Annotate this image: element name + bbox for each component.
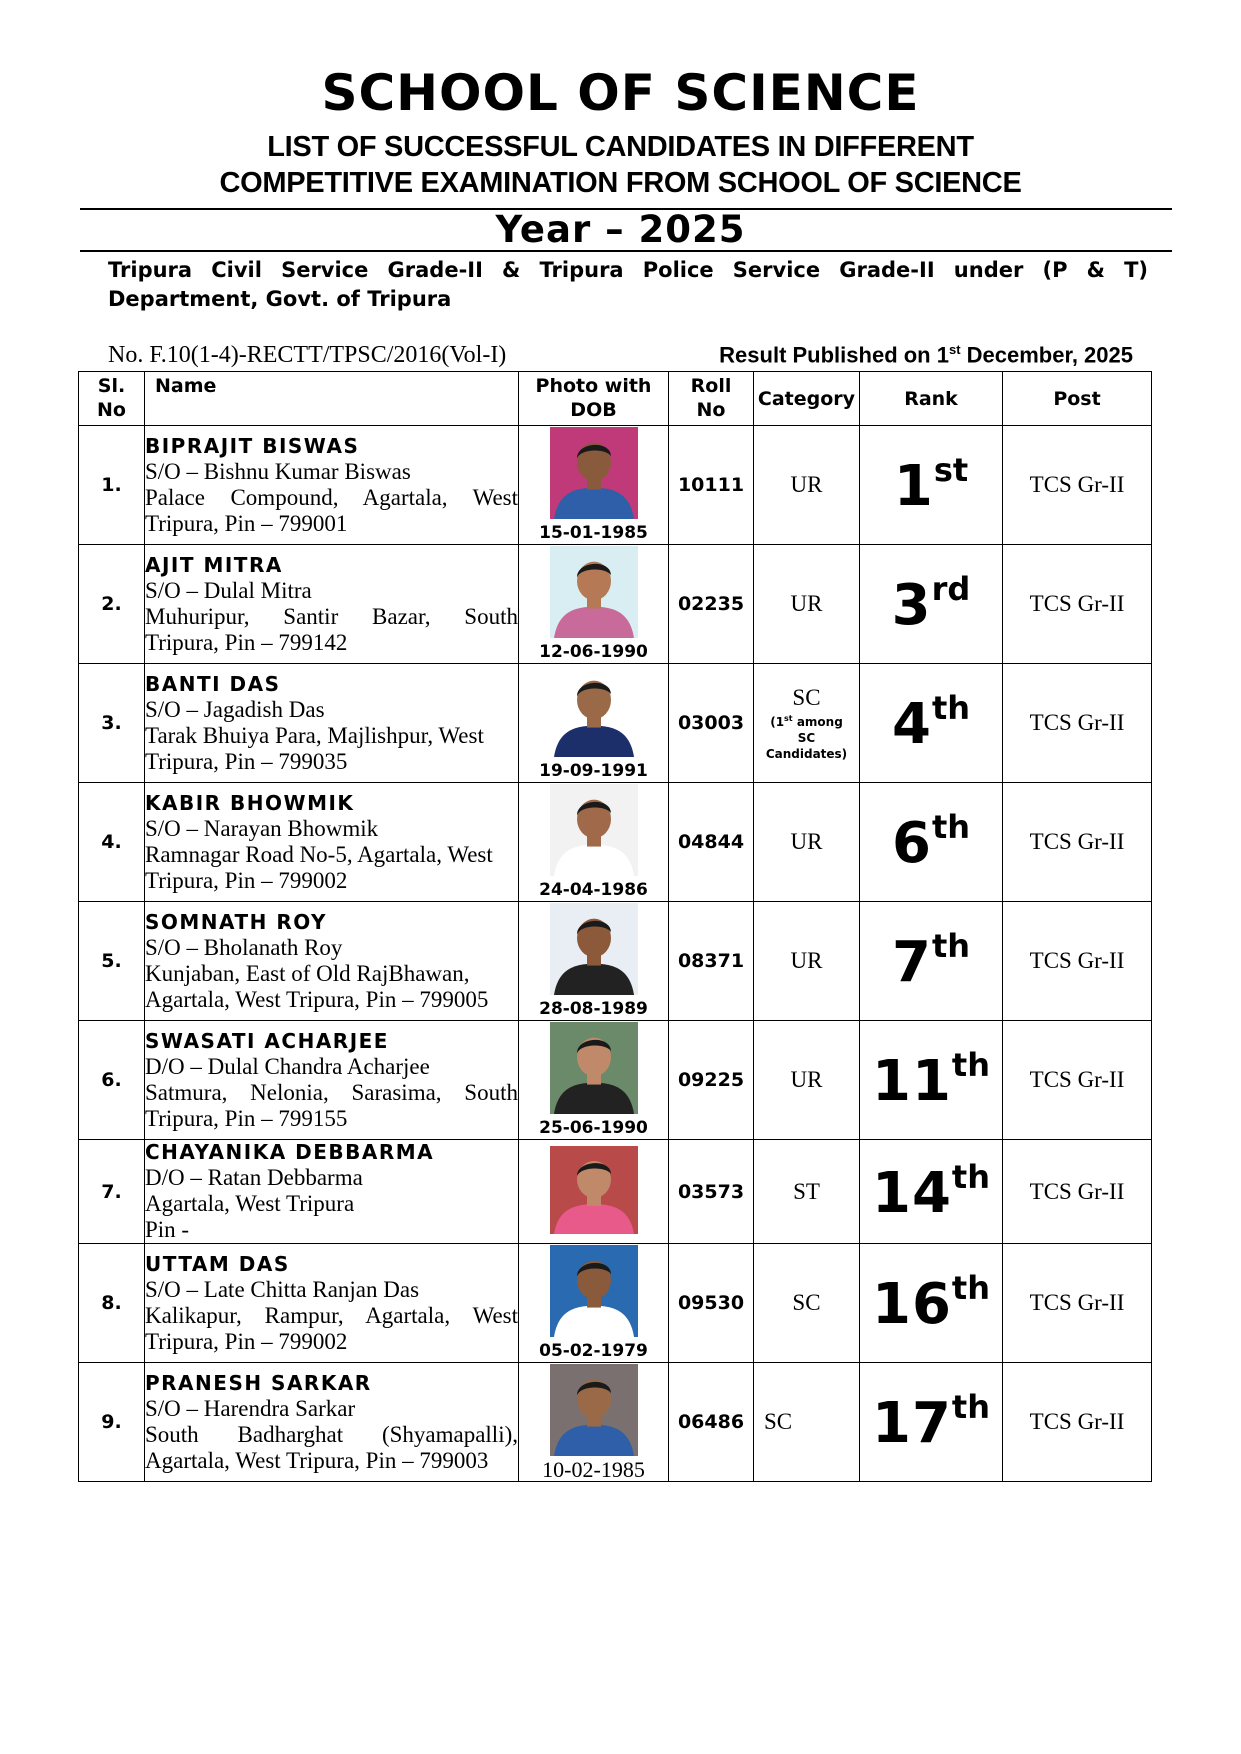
rank-suffix: th	[951, 1269, 990, 1307]
candidate-name: CHAYANIKA DEBBARMA	[145, 1140, 435, 1164]
roll-number: 09530	[669, 1244, 754, 1363]
photo-cell	[519, 1244, 669, 1363]
table-row	[79, 1140, 1152, 1244]
published-sup: st	[948, 342, 961, 357]
portrait-photo-icon	[550, 1364, 638, 1456]
serial-number: 6.	[79, 1021, 145, 1140]
roll-number: 08371	[669, 902, 754, 1021]
portrait-photo-icon	[550, 546, 638, 638]
portrait-photo-icon	[550, 1245, 638, 1337]
serial-number: 7.	[79, 1140, 145, 1244]
rank-cell	[860, 783, 1003, 902]
rank-suffix: th	[951, 1157, 990, 1196]
candidate-address-line-2: Tripura, Pin – 799142	[145, 629, 348, 655]
category-value: UR	[790, 829, 823, 854]
candidate-details	[145, 1140, 519, 1244]
candidate-relation: S/O – Jagadish Das	[145, 696, 325, 722]
date-of-birth: 12-06-1990	[539, 641, 648, 662]
roll-number: 02235	[669, 545, 754, 664]
category-value: ST	[793, 1178, 820, 1204]
candidate-name: SWASATI ACHARJEE	[145, 1028, 389, 1053]
candidate-relation: S/O – Bishnu Kumar Biswas	[145, 458, 411, 484]
post-name: TCS Gr-II	[1003, 1021, 1152, 1140]
category-value: UR	[790, 948, 823, 973]
candidate-address-line-1: Kunjaban, East of Old RajBhawan,	[145, 960, 470, 986]
candidate-address-line-1: Kalikapur, Rampur, Agartala, West	[145, 1302, 518, 1328]
table-row	[79, 426, 1152, 545]
candidate-details	[145, 783, 519, 902]
candidate-address-line-1: Palace Compound, Agartala, West	[145, 484, 518, 510]
published-prefix: Result Published on 1	[719, 342, 949, 368]
portrait-photo-icon	[550, 427, 638, 519]
post-name: TCS Gr-II	[1003, 426, 1152, 545]
rank-suffix: th	[931, 689, 971, 727]
column-header-roll-no: Roll No	[669, 372, 754, 426]
post-name: TCS Gr-II	[1003, 545, 1152, 664]
category-value: UR	[790, 591, 823, 616]
candidate-address-line-1: Satmura, Nelonia, Sarasima, South	[145, 1079, 518, 1105]
category-value: UR	[790, 1067, 823, 1092]
candidate-relation: S/O – Harendra Sarkar	[145, 1395, 356, 1421]
candidate-address-line-2: Agartala, West Tripura, Pin – 799005	[145, 986, 489, 1012]
rank-suffix: th	[931, 927, 971, 965]
category-cell	[754, 664, 860, 783]
year-heading: Year – 2025	[495, 208, 746, 251]
candidate-address-line-2: Tripura, Pin – 799002	[145, 867, 348, 893]
photo-cell	[519, 783, 669, 902]
photo-cell	[519, 664, 669, 783]
column-header-post: Post	[1003, 372, 1152, 426]
post-name: TCS Gr-II	[1003, 783, 1152, 902]
rank-number: 14	[871, 1160, 952, 1226]
candidate-name: PRANESH SARKAR	[145, 1370, 372, 1395]
candidate-address-line-1: Muhuripur, Santir Bazar, South	[145, 603, 518, 629]
roll-number: 03003	[669, 664, 754, 783]
serial-number: 1.	[79, 426, 145, 545]
candidate-address-line-2: Tripura, Pin – 799001	[145, 510, 348, 536]
rank-suffix: th	[951, 1046, 990, 1084]
rank-suffix: rd	[931, 570, 971, 608]
rank-cell	[860, 902, 1003, 1021]
roll-number: 06486	[669, 1363, 754, 1482]
candidate-name: UTTAM DAS	[145, 1251, 290, 1276]
post-name: TCS Gr-II	[1003, 902, 1152, 1021]
category-cell	[754, 1140, 860, 1244]
date-of-birth: 25-06-1990	[539, 1117, 648, 1138]
category-note: (1st among SC Candidates)	[765, 713, 848, 761]
candidate-name: AJIT MITRA	[145, 552, 283, 577]
divider-bottom	[80, 250, 1172, 252]
post-name: TCS Gr-II	[1003, 1244, 1152, 1363]
rank-number: 16	[871, 1272, 952, 1337]
candidate-relation: S/O – Bholanath Roy	[145, 934, 343, 960]
column-header-photo: Photo with DOB	[519, 372, 669, 426]
post-name: TCS Gr-II	[1003, 1363, 1152, 1482]
candidate-relation: D/O – Ratan Debbarma	[145, 1165, 363, 1190]
category-value: SC	[792, 1290, 821, 1315]
date-of-birth: 10-02-1985	[542, 1456, 645, 1482]
rank-cell	[860, 1244, 1003, 1363]
rank-cell	[860, 664, 1003, 783]
candidate-relation: S/O – Narayan Bhowmik	[145, 815, 379, 841]
photo-cell	[519, 545, 669, 664]
candidate-address-line-2: Tripura, Pin – 799155	[145, 1105, 348, 1131]
rank-cell	[860, 1140, 1003, 1244]
candidate-name: BANTI DAS	[145, 671, 281, 696]
rank-cell	[860, 426, 1003, 545]
candidate-details	[145, 426, 519, 545]
roll-number: 09225	[669, 1021, 754, 1140]
rank-number: 1	[893, 454, 934, 519]
candidate-address-line-1: Tarak Bhuiya Para, Majlishpur, West	[145, 722, 484, 748]
serial-number: 5.	[79, 902, 145, 1021]
serial-number: 8.	[79, 1244, 145, 1363]
candidate-address-line-1: Ramnagar Road No-5, Agartala, West	[145, 841, 493, 867]
table-header-row	[79, 372, 1152, 426]
category-cell	[754, 1244, 860, 1363]
result-published-date	[719, 342, 1133, 368]
table-row	[79, 1244, 1152, 1363]
column-header-rank: Rank	[860, 372, 1003, 426]
candidate-relation: S/O – Dulal Mitra	[145, 577, 312, 603]
candidate-details	[145, 1021, 519, 1140]
date-of-birth: 15-01-1985	[539, 522, 648, 543]
photo-cell	[519, 1363, 669, 1482]
results-table	[78, 371, 1152, 1482]
column-header-name: Name	[145, 372, 519, 426]
column-header-category: Category	[754, 372, 860, 426]
category-cell	[754, 902, 860, 1021]
candidate-details	[145, 1363, 519, 1482]
rank-suffix: th	[951, 1388, 990, 1426]
table-row	[79, 1021, 1152, 1140]
table-row	[79, 1363, 1152, 1482]
candidate-relation: S/O – Late Chitta Ranjan Das	[145, 1276, 420, 1302]
post-name: TCS Gr-II	[1003, 1140, 1152, 1244]
candidate-details	[145, 664, 519, 783]
photo-cell	[519, 426, 669, 545]
table-row	[79, 545, 1152, 664]
column-header-sl-no: Sl. No	[79, 372, 145, 426]
subtitle-line-1: LIST OF SUCCESSFUL CANDIDATES IN DIFFERENT	[267, 131, 974, 163]
rank-number: 6	[891, 811, 932, 876]
table-row	[79, 783, 1152, 902]
category-cell	[754, 783, 860, 902]
category-value: UR	[790, 472, 823, 497]
date-of-birth: 28-08-1989	[539, 998, 648, 1019]
candidate-address-line-2: Pin -	[145, 1217, 190, 1242]
photo-cell	[519, 1140, 669, 1244]
date-of-birth: 19-09-1991	[539, 760, 648, 781]
rank-number: 3	[891, 573, 932, 638]
serial-number: 9.	[79, 1363, 145, 1482]
post-name: TCS Gr-II	[1003, 664, 1152, 783]
candidate-address-line-2: Tripura, Pin – 799002	[145, 1328, 348, 1354]
portrait-photo-icon	[550, 1146, 638, 1234]
serial-number: 3.	[79, 664, 145, 783]
roll-number: 03573	[669, 1140, 754, 1244]
roll-number: 04844	[669, 783, 754, 902]
rank-suffix: th	[931, 808, 971, 846]
candidate-relation: D/O – Dulal Chandra Acharjee	[145, 1053, 430, 1079]
rank-number: 11	[871, 1049, 952, 1114]
portrait-photo-icon	[550, 1022, 638, 1114]
table-row	[79, 902, 1152, 1021]
subtitle-line-2: COMPETITIVE EXAMINATION FROM SCHOOL OF SCIENCE	[219, 167, 1022, 199]
rank-number: 4	[891, 692, 932, 757]
photo-cell	[519, 1021, 669, 1140]
date-of-birth: 05-02-1979	[539, 1340, 648, 1361]
exam-description: Tripura Civil Service Grade-II & Tripura Police Service Grade-II under (P & T) Department, Govt. of Tripura	[108, 258, 1148, 311]
portrait-photo-icon	[550, 665, 638, 757]
rank-cell	[860, 1021, 1003, 1140]
candidate-details	[145, 1244, 519, 1363]
portrait-photo-icon	[550, 784, 638, 876]
candidate-address-line-2: Tripura, Pin – 799035	[145, 748, 348, 774]
category-value: SC	[792, 684, 821, 710]
rank-number: 7	[891, 930, 932, 995]
candidate-address-line-1: Agartala, West Tripura	[145, 1191, 355, 1216]
category-cell	[754, 1021, 860, 1140]
candidate-name: SOMNATH ROY	[145, 909, 327, 934]
category-value: SC	[764, 1409, 793, 1434]
published-suffix: December, 2025	[960, 342, 1133, 368]
photo-cell	[519, 902, 669, 1021]
candidate-name: KABIR BHOWMIK	[145, 790, 355, 815]
category-cell	[754, 426, 860, 545]
rank-number: 17	[871, 1391, 952, 1456]
portrait-photo-icon	[550, 903, 638, 995]
candidate-address-line-2: Agartala, West Tripura, Pin – 799003	[145, 1447, 489, 1473]
date-of-birth: 24-04-1986	[539, 879, 648, 900]
serial-number: 2.	[79, 545, 145, 664]
serial-number: 4.	[79, 783, 145, 902]
rank-suffix: st	[933, 451, 969, 489]
candidate-details	[145, 902, 519, 1021]
candidate-name: BIPRAJIT BISWAS	[145, 433, 360, 458]
category-cell	[754, 545, 860, 664]
file-number: No. F.10(1-4)-RECTT/TPSC/2016(Vol-I)	[108, 342, 507, 368]
roll-number: 10111	[669, 426, 754, 545]
rank-cell	[860, 545, 1003, 664]
candidate-details	[145, 545, 519, 664]
candidate-address-line-1: South Badharghat (Shyamapalli),	[145, 1421, 518, 1447]
category-cell	[754, 1363, 860, 1482]
page-title: SCHOOL OF SCIENCE	[321, 64, 920, 122]
table-row	[79, 664, 1152, 783]
rank-cell	[860, 1363, 1003, 1482]
